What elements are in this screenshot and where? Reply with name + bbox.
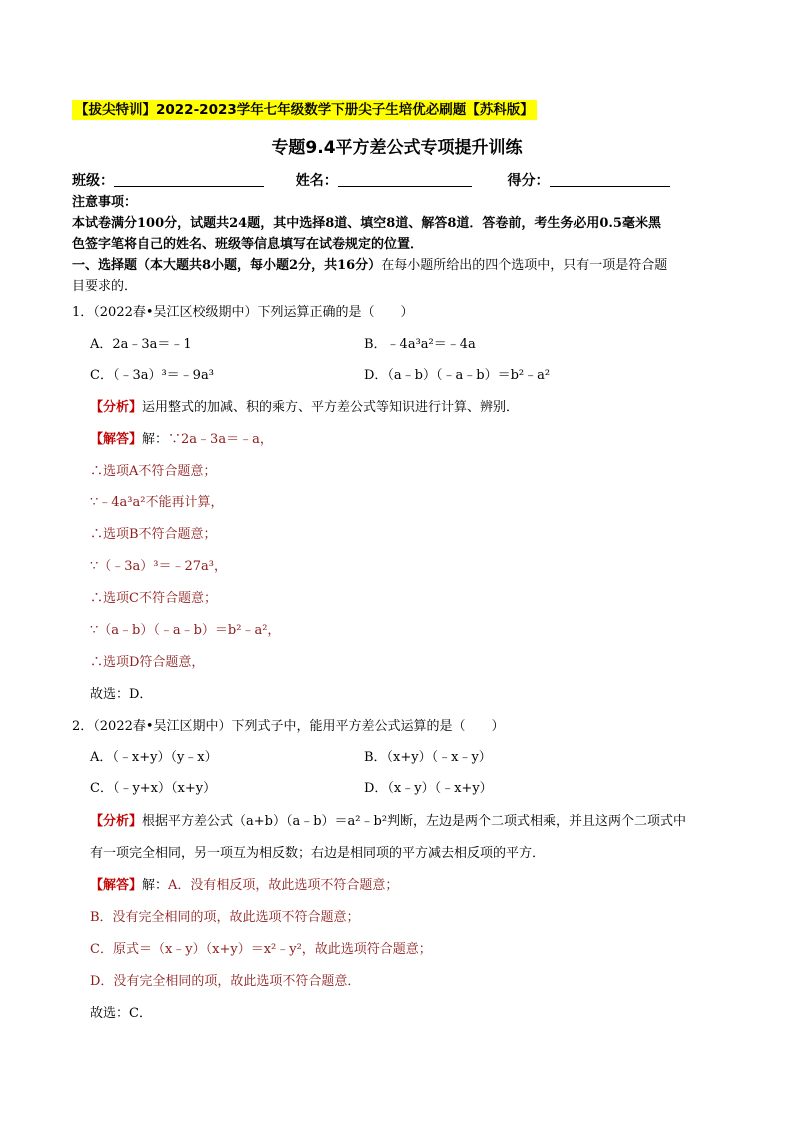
q2-option-c: C．（﹣y+x）（x+y） bbox=[90, 781, 217, 796]
q1-choice: 故选：D． bbox=[90, 687, 153, 702]
section-desc-2: 目要求的． bbox=[72, 279, 138, 294]
q1-option-a: A．2a﹣3a＝﹣1 bbox=[90, 337, 192, 352]
q1-step-6: ∴选项C不符合题意； bbox=[90, 591, 217, 606]
notice-line-1: 本试卷满分100分，试题共24题，其中选择8道、填空8道、解答8道．答卷前，考生务必用0.5毫米黑 bbox=[72, 216, 661, 231]
q2-stem: 2．（2022春•吴江区期中）下列式子中，能用平方差公式运算的是（ ） bbox=[72, 719, 505, 734]
class-blank bbox=[114, 172, 264, 187]
q2-option-d: D．（x﹣y）（﹣x+y） bbox=[364, 781, 493, 796]
q1-step-2: ∴选项A不符合题意； bbox=[90, 464, 217, 479]
q1-answer-lead: 解： bbox=[142, 432, 169, 447]
q2-step-4: D．没有完全相同的项，故此选项不符合题意． bbox=[90, 974, 361, 989]
class-label: 班级： bbox=[72, 173, 114, 189]
q2-choice: 故选：C． bbox=[90, 1006, 152, 1021]
q1-answer bbox=[90, 431, 273, 449]
notice-heading: 注意事项： bbox=[72, 195, 138, 210]
score-label: 得分： bbox=[507, 173, 550, 189]
section-desc: 在每小题所给出的四个选项中，只有一项是符合题 bbox=[381, 258, 668, 273]
section-title: 一、选择题（本大题共8小题，每小题2分，共16分） bbox=[72, 258, 382, 273]
q2-analysis bbox=[90, 813, 686, 831]
q2-answer-lead: 解： bbox=[142, 878, 169, 893]
name-blank bbox=[338, 172, 472, 187]
q2-analysis-tag: 【分析】 bbox=[90, 814, 143, 829]
section-heading bbox=[72, 257, 667, 275]
q2-step-1: A．没有相反项，故此选项不符合题意； bbox=[168, 878, 399, 893]
q1-analysis-tag: 【分析】 bbox=[90, 400, 143, 415]
q2-step-3: C．原式＝（x﹣y）（x+y）＝x²﹣y²，故此选项符合题意； bbox=[90, 942, 432, 957]
q2-analysis-text-1: 根据平方差公式（a+b）（a﹣b）＝a²﹣b²判断，左边是两个二项式相乘，并且这两个二项式中 bbox=[142, 814, 687, 829]
q2-answer-tag: 【解答】 bbox=[90, 878, 143, 893]
page-title: 专题9.4平方差公式专项提升训练 bbox=[271, 138, 523, 158]
q1-answer-tag: 【解答】 bbox=[90, 432, 143, 447]
q1-step-1: ∵2a﹣3a＝﹣a， bbox=[168, 432, 273, 447]
score-blank bbox=[550, 172, 670, 187]
q1-step-4: ∴选项B不符合题意； bbox=[90, 527, 217, 542]
q1-stem: 1．（2022春•吴江区校级期中）下列运算正确的是（ ） bbox=[72, 305, 414, 320]
name-label: 姓名： bbox=[295, 173, 338, 189]
q1-option-d: D．（a﹣b）（﹣a﹣b）＝b²﹣a² bbox=[364, 368, 551, 383]
notice-line-2: 色签字笔将自己的姓名、班级等信息填写在试卷规定的位置． bbox=[72, 237, 424, 252]
q1-option-b: B．﹣4a³a²＝﹣4a bbox=[364, 337, 476, 352]
q1-analysis-text: 运用整式的加减、积的乘方、平方差公式等知识进行计算、辨别． bbox=[142, 400, 520, 415]
q2-option-a: A．（﹣x+y）（y﹣x） bbox=[90, 750, 218, 765]
q1-step-8: ∴选项D符合题意， bbox=[90, 655, 205, 670]
q1-step-5: ∵（﹣3a）³＝﹣27a³， bbox=[90, 559, 228, 574]
q2-option-b: B．（x+y）（﹣x﹣y） bbox=[364, 750, 492, 765]
q1-step-3: ∵﹣4a³a²不能再计算， bbox=[90, 495, 224, 510]
q2-analysis-text-2: 有一项完全相同，另一项互为相反数；右边是相同项的平方减去相反项的平方． bbox=[90, 846, 546, 861]
q2-answer bbox=[90, 877, 398, 895]
info-fields-row bbox=[72, 172, 670, 190]
banner-highlight: 【拔尖特训】2022-2023学年七年级数学下册尖子生培优必刷题【苏科版】 bbox=[72, 100, 537, 120]
q1-option-c: C．（﹣3a）³＝﹣9a³ bbox=[90, 368, 214, 383]
q2-step-2: B．没有完全相同的项，故此选项不符合题意； bbox=[90, 910, 360, 925]
q1-step-7: ∵（a﹣b）（﹣a﹣b）＝b²﹣a²， bbox=[90, 623, 281, 638]
q1-analysis bbox=[90, 399, 519, 417]
